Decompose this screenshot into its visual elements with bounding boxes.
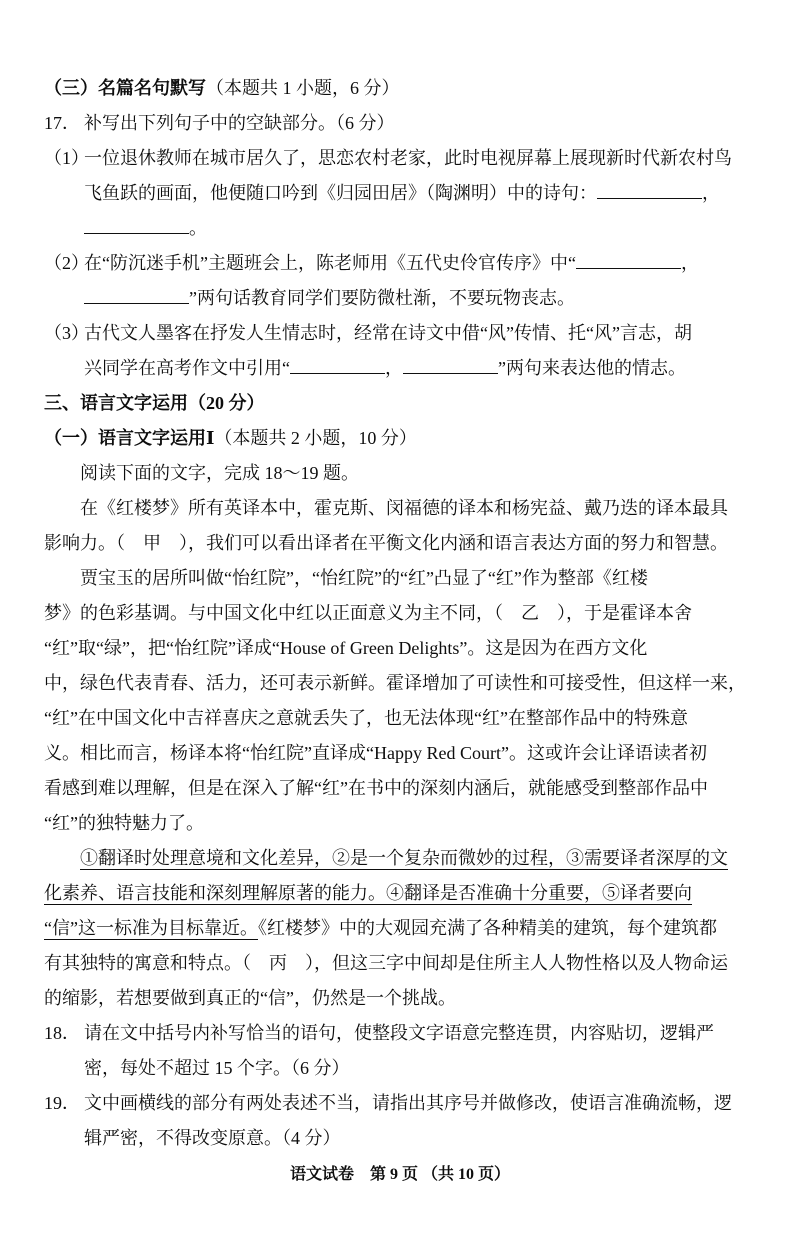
q17-item-2-line-1	[44, 246, 756, 281]
page-footer: 语文试卷 第 9 页 （共 10 页）	[289, 1166, 510, 1183]
answer-blank	[576, 252, 681, 269]
item-3-text: 古代文人墨客在抒发人生情志时，经常在诗文中借“风”传情、托“风”言志，胡	[84, 323, 692, 343]
item-3-text: ”两句来表达他的情志。	[498, 358, 686, 378]
question-19-text: 文中画横线的部分有两处表述不当，请指出其序号并做修改，使语言准确流畅，逻	[84, 1093, 732, 1113]
passage-text: 《红楼梦》中的大观园充满了各种精美的建筑，每个建筑都	[257, 918, 717, 938]
item-3-text: ，	[385, 358, 403, 378]
section-c-heading	[44, 71, 756, 106]
part-1-heading-points: （本题共 2 小题，10 分）	[214, 428, 417, 448]
reading-instruction: 阅读下面的文字，完成 18～19 题。	[80, 463, 359, 483]
passage-p1-line-2: 影响力。（ 甲 ），我们可以看出译者在平衡文化内涵和语言表达方面的努力和智慧。	[44, 533, 728, 553]
question-18-number: 18．	[44, 1023, 80, 1043]
q17-item-3-line-2	[44, 351, 756, 386]
passage-p1-line-1: 在《红楼梦》所有英译本中，霍克斯、闵福德的译本和杨宪益、戴乃迭的译本最具	[80, 498, 728, 518]
q17-item-3-line-1	[44, 316, 756, 351]
q17-item-2-line-2	[44, 281, 756, 316]
question-18-line-2: 密，每处不超过 15 个字。（6 分）	[84, 1058, 350, 1078]
underlined-sentence-part: 化素养、语言技能和深刻理解原著的能力。④翻译是否准确十分重要，⑤译者要向	[44, 883, 692, 903]
item-2-number: （2）	[44, 253, 89, 273]
question-18-line-1	[44, 1016, 756, 1051]
part-1-heading-title: （一）语言文字运用Ⅰ	[44, 428, 215, 448]
answer-blank	[84, 287, 189, 304]
answer-blank	[597, 182, 702, 199]
item-3-text: 兴同学在高考作文中引用“	[84, 358, 290, 378]
answer-blank	[84, 217, 189, 234]
passage-p2-line-7: 看感到难以理解，但是在深入了解“红”在书中的深刻内涵后，就能感受到整部作品中	[44, 778, 708, 798]
item-1-number: （1）	[44, 148, 89, 168]
item-1-text: 一位退休教师在城市居久了，思恋农村老家，此时电视屏幕上展现新时代新农村鸟	[84, 148, 732, 168]
underlined-sentence-part: ①翻译时处理意境和文化差异，②是一个复杂而微妙的过程，③需要译者深厚的文	[80, 848, 728, 868]
q17-item-1-line-2	[44, 176, 756, 211]
passage-p3-line-2	[44, 876, 756, 911]
item-1-text: ，	[702, 183, 720, 203]
question-19-line-2: 辑严密，不得改变原意。（4 分）	[84, 1128, 341, 1148]
item-1-text: 飞鱼跃的画面，他便随口吟到《归园田居》（陶渊明）中的诗句：	[84, 183, 597, 203]
passage-p3-line-4: 有其独特的寓意和特点。（ 丙 ），但这三字中间却是住所主人人物性格以及人物命运	[44, 953, 728, 973]
question-19-line-1	[44, 1086, 756, 1121]
q17-item-1-line-1	[44, 141, 756, 176]
question-17-number: 17．	[44, 113, 80, 133]
passage-p3-line-3	[44, 911, 756, 946]
underlined-sentence-part: “信”这一标准为目标靠近。	[44, 918, 258, 938]
answer-blank	[403, 357, 498, 374]
item-2-text: ，	[680, 253, 699, 273]
item-2-text: ”两句话教育同学们要防微杜渐，不要玩物丧志。	[189, 288, 575, 308]
question-17-text: 补写出下列句子中的空缺部分。（6 分）	[84, 113, 395, 133]
section-3-heading: 三、语言文字运用（20 分）	[44, 393, 265, 413]
item-2-text: 在“防沉迷手机”主题班会上，陈老师用《五代史伶官传序》中“	[84, 253, 576, 273]
passage-p2-line-5: “红”在中国文化中吉祥喜庆之意就丢失了，也无法体现“红”在整部作品中的特殊意	[44, 708, 688, 728]
passage-p2-line-8: “红”的独特魅力了。	[44, 813, 204, 833]
passage-p2-line-1: 贾宝玉的居所叫做“怡红院”，“怡红院”的“红”凸显了“红”作为整部《红楼	[80, 568, 648, 588]
question-18-text: 请在文中括号内补写恰当的语句，使整段文字语意完整连贯，内容贴切，逻辑严	[84, 1023, 714, 1043]
section-c-heading-points: （本题共 1 小题，6 分）	[206, 78, 400, 98]
passage-p2-line-6: 义。相比而言，杨译本将“怡红院”直译成“Happy Red Court”。这或许会让译语读者初	[44, 743, 707, 763]
section-3-part-1-heading	[44, 421, 756, 456]
question-19-number: 19．	[44, 1093, 80, 1113]
passage-p2-line-3: “红”取“绿”，把“怡红院”译成“House of Green Delights”。这是因为在西方文化	[44, 638, 648, 658]
passage-p2-line-4: 中，绿色代表青春、活力，还可表示新鲜。霍译增加了可读性和可接受性，但这样一来，	[44, 673, 746, 693]
item-3-number: （3）	[44, 323, 89, 343]
passage-p2-line-2: 梦》的色彩基调。与中国文化中红以正面意义为主不同，（ 乙 ），于是霍译本舍	[44, 603, 692, 623]
answer-blank	[290, 357, 385, 374]
question-17	[44, 106, 756, 141]
item-1-text: 。	[189, 218, 207, 238]
q17-item-1-line-3	[44, 211, 756, 246]
passage-p3-line-5: 的缩影，若想要做到真正的“信”，仍然是一个挑战。	[44, 988, 456, 1008]
section-c-heading-title: （三）名篇名句默写	[44, 78, 206, 98]
passage-p3-line-1	[44, 841, 756, 876]
